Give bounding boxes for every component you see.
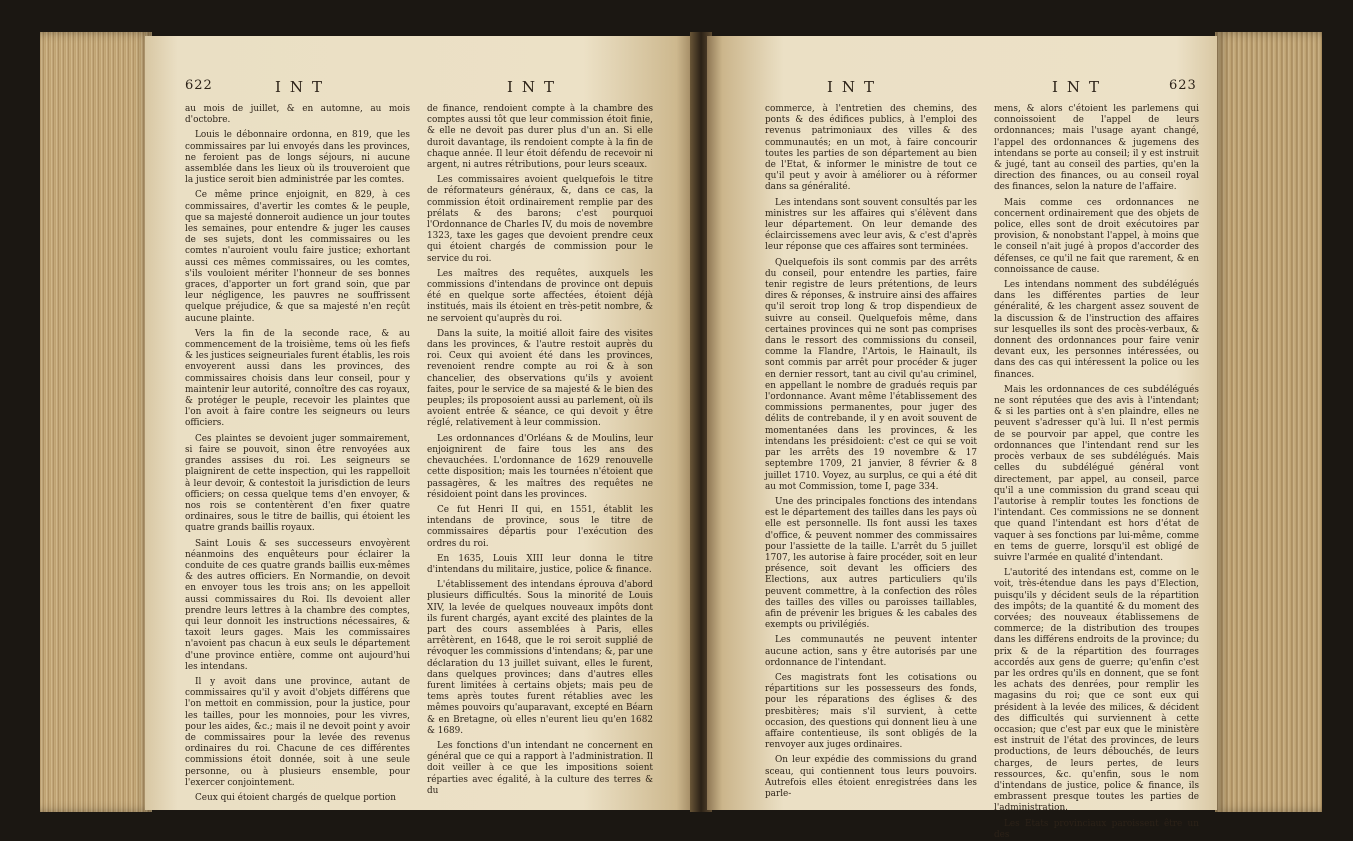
page-number: 622 <box>185 78 213 93</box>
paragraph: Une des principales fonctions des intendans est le département des tailles dans les pays où elle est personnelle. Ils font aussi les taxes d'office, & peuvent nommer des commissaires pour l'assiette de la taille. L'arrêt du 5 juillet 1707, les autorise à faire procéder, soit en leur présence, soit devant les officiers des Elections, aux autres particuliers qu'ils peuvent commettre, à la confection des rôles des tailles des villes ou paroisses taillables, afin de prévenir les brigues & les cabales des exempts ou privilégiés. <box>765 496 977 631</box>
paragraph: de finance, rendoient compte à la chambre des comptes aussi tôt que leur commission étoit finie, & elle ne devoit pas durer plus d'un an. Si elle duroit davantage, ils rendoient compte à la fin de chaque année. Il leur étoit défendu de recevoir ni argent, ni autres rétributions, pour leurs sceaux. <box>427 104 653 171</box>
paragraph: Ce même prince enjoignit, en 829, à ces commissaires, d'avertir les comtes & le peuple, que sa majesté donneroit audience un jour toutes les semaines, pour entendre & juger les causes de ses sujets, dont les commissaires ou les comtes n'auroient voulu faire justice; exhortant aussi ces mêmes commissaires, ou les comtes, s'ils vouloient mériter l'honneur de ses bonnes graces, d'apporter un fort grand soin, que par leur négligence, les pauvres ne souffrissent quelque préjudice, & que sa majesté n'en reçût aucune plainte. <box>185 190 410 324</box>
paragraph: Les Etats provinciaux paroissent être un des <box>994 818 1199 840</box>
page-edges-left <box>40 32 152 812</box>
paragraph: Saint Louis & ses successeurs envoyèrent néanmoins des enquêteurs pour éclairer la conduite de ces quatre grands baillis eux-mêmes & des autres officiers. En Normandie, on devoit en envoyer tous les trois ans; on les appelloit aussi commissaires du Roi. Ils devoient aller prendre leurs lettres à la chambre des comptes, qui leur donnoit les instructions nécessaires, & taxoit leurs gages. Mais les commissaires n'avoient pas chacun à eux seuls le département d'une province entière, comme ont aujourd'hui les intendans. <box>185 538 410 672</box>
text-column-2 <box>994 104 1199 840</box>
paragraph: Mais les ordonnances de ces subdélégués ne sont réputées que des avis à l'intendant; & si les parties ont à s'en plaindre, elles ne peuvent s'adresser qu'à lui. Il n'est permis de se pourvoir par appel, que contre les ordonnances que l'intendant rend sur les procès verbaux de ses subdélégués. Mais celles du subdélégué général vont directement, par appel, au conseil, parce qu'il a une commission du grand sceau qui l'autorise à remplir toutes les fonctions de l'intendant. Ces commissions ne se donnent que quand l'intendant est hors d'état de vaquer à ses fonctions par lui-même, comme en tems de guerre, lorsqu'il est obligé de suivre l'armée en qualité d'intendant. <box>994 384 1199 563</box>
paragraph: Dans la suite, la moitié alloit faire des visites dans les provinces, & l'autre restoit auprès du roi. Ceux qui avoient été dans les provinces, revenoient rendre compte au roi & à son chancelier, des observations qu'ils y avoient faites, pour le service de sa majesté & le bien des peuples; ils proposoient aussi au parlement, où ils avoient entrée & séance, ce qui devoit y être réglé, relativement à leur commission. <box>427 328 653 429</box>
page-number: 623 <box>1169 78 1197 93</box>
headword: INT <box>1052 78 1109 96</box>
paragraph: Il y avoit dans une province, autant de commissaires qu'il y avoit d'objets différens que l'on mettoit en commission, pour la justice, pour les tailles, pour les monnoies, pour les vivres, pour les aides, &c.; mais il ne devoit point y avoir de commissaires pour la levée des revenus ordinaires du roi. Chacune de ces différentes commissions étoit donnée, soit à une seule personne, ou à plusieurs ensemble, pour l'exercer conjointement. <box>185 676 410 788</box>
paragraph: Ceux qui étoient chargés de quelque portion <box>195 792 396 803</box>
running-head-left <box>145 78 693 100</box>
paragraph: Les ordonnances d'Orléans & de Moulins, leur enjoignirent de faire tous les ans des chevauchées. L'ordonnance de 1629 renouvelle cette disposition; mais les tournées n'étoient que passagères, & les maîtres des requêtes ne résidoient point dans les provinces. <box>427 433 653 500</box>
headword: INT <box>827 78 884 96</box>
page-edges-right <box>1215 32 1322 812</box>
open-book <box>40 22 1322 840</box>
paragraph: au mois de juillet, & en automne, au mois d'octobre. <box>185 104 410 126</box>
paragraph: Les commissaires avoient quelquefois le titre de réformateurs généraux, &, dans ce cas, la commission étoit ordinairement remplie par des prélats & des barons; c'est pourquoi l'Ordonnance de Charles IV, du mois de novembre 1323, taxe les gages que devoient prendre ceux qui étoient chargés de commission pour le service du roi. <box>427 175 653 264</box>
paragraph: mens, & alors c'étoient les parlemens qui connoissoient de l'appel de leurs ordonnances; mais l'usage ayant changé, l'appel des ordonnances & jugemens des intendans se porte au conseil; il y est instruit & jugé, tant au conseil des parties, qu'en la direction des finances, ou au conseil royal des finances, selon la nature de l'affaire. <box>994 104 1199 193</box>
paragraph: Vers la fin de la seconde race, & au commencement de la troisième, tems où les fiefs & les justices seigneuriales furent établis, les rois envoyerent aussi dans les provinces, des commissaires choisis dans leur conseil, pour y maintenir leur autorité, connoître des cas royaux, & protéger le peuple, recevoir les plaintes que l'on avoit à faire contre les seigneurs ou leurs officiers. <box>185 328 410 429</box>
paragraph: commerce, à l'entretien des chemins, des ponts & des édifices publics, à l'emploi des revenus patrimoniaux des villes & des communautés; en un mot, à faire concourir toutes les parties de son département au bien de l'Etat, & informer le ministre de tout ce qu'il peut y avoir à améliorer ou à réformer dans sa généralité. <box>765 104 977 193</box>
headword: INT <box>275 78 332 96</box>
text-column-2 <box>427 104 653 796</box>
running-head-right <box>707 78 1217 100</box>
paragraph: Les fonctions d'un intendant ne concernent en général que ce qui a rapport à l'administration. Il doit veiller à ce que les impositions soient réparties avec égalité, à la culture des terres & du <box>427 740 653 796</box>
paragraph: En 1635, Louis XIII leur donna le titre d'intendans du militaire, justice, police & finance. <box>427 553 653 575</box>
paragraph: Ce fut Henri II qui, en 1551, établit les intendans de province, sous le titre de commissaires départis pour l'exécution des ordres du roi. <box>427 504 653 549</box>
paragraph: Ces magistrats font les cotisations ou répartitions sur les possesseurs des fonds, pour les réparations des églises & des presbitères; mais s'il survient, à cette occasion, des questions qui donnent lieu à une affaire contentieuse, ils sont obligés de la renvoyer aux juges ordinaires. <box>765 672 977 751</box>
text-column-1 <box>765 104 977 799</box>
paragraph: L'établissement des intendans éprouva d'abord plusieurs difficultés. Sous la minorité de Louis XIV, la levée de quelques nouveaux impôts dont ils furent chargés, ayant excité des plaintes de la part des cours assemblées à Paris, elles arrêtèrent, en 1648, que le roi seroit supplié de révoquer les commissions d'intendans; &, par une déclaration du 13 juillet suivant, elles le furent, dans quelques provinces; dans d'autres elles furent limitées à certains objets; mais peu de tems après toutes furent rétablies avec les mêmes pouvoirs qu'auparavant, excepté en Béarn & en Bretagne, où elles n'eurent lieu qu'en 1682 & 1689. <box>427 580 653 736</box>
paragraph: Les maîtres des requêtes, auxquels les commissions d'intendans de province ont depuis été en quelque sorte affectées, étoient déjà institués, mais ils étoient en très-petit nombre, & ne servoient qu'auprès du roi. <box>427 268 653 324</box>
paragraph: L'autorité des intendans est, comme on le voit, très-étendue dans les pays d'Election, puisqu'ils y décident seuls de la répartition des impôts; de la quantité & du moment des corvées; des nouveaux établissemens de commerce; de la distribution des troupes dans les différens endroits de la province; du prix & de la répartition des fourrages accordés aux gens de guerre; qu'enfin c'est par les ordres qu'ils en donnent, que se font les achats des denrées, pour remplir les magasins du roi; que ce sont eux qui président à la levée des milices, & décident des difficultés qui surviennent à cette occasion; que c'est par eux que le ministère est instruit de l'état des provinces, de leurs productions, de leurs débouchés, de leurs charges, de leurs pertes, de leurs ressources, &c. qu'enfin, sous le nom d'intendans de justice, police & finance, ils embrassent presque toutes les parties de l'administration. <box>994 568 1199 814</box>
left-page <box>145 36 693 810</box>
paragraph: Louis le débonnaire ordonna, en 819, que les commissaires par lui envoyés dans les provinces, ne feroient pas de longs séjours, ni aucune assemblée dans les lieux où ils trouveroient que la justice seroit bien administrée par les comtes. <box>185 130 410 186</box>
text-column-1 <box>185 104 410 803</box>
headword: INT <box>507 78 564 96</box>
paragraph: Les communautés ne peuvent intenter aucune action, sans y être autorisés par une ordonnance de l'intendant. <box>765 635 977 668</box>
right-page <box>707 36 1217 840</box>
paragraph: Les intendans nomment des subdélégués dans les différentes parties de leur généralité, & les chargent assez souvent de la discussion & de l'instruction des affaires sur lesquelles ils sont des procès-verbaux, & donnent des ordonnances pour faire venir devant eux, les personnes intéressées, ou dans des cas qui intéressent la police ou les finances. <box>994 280 1199 380</box>
paragraph: Les intendans sont souvent consultés par les ministres sur les affaires qui s'élèvent dans leur département. On leur demande des éclaircissemens avec leur avis, & c'est d'après leur réponse que ces affaires sont terminées. <box>765 197 977 253</box>
paragraph: Ces plaintes se devoient juger sommairement, si faire se pouvoit, sinon être renvoyées aux grandes assises du roi. Les seigneurs se plaignirent de cette inspection, qui les rappelloit à leur devoir, & contestoit la jurisdiction de leurs officiers; on cessa quelque tems d'en envoyer, & nos rois se contentèrent d'en fixer quatre ordinaires, sous le titre de baillis, qui étoient les quatre grands baillis royaux. <box>185 433 410 534</box>
paragraph: On leur expédie des commissions du grand sceau, qui contiennent tous leurs pouvoirs. Autrefois elles étoient enregistrées dans les parle- <box>765 755 977 799</box>
paragraph: Quelquefois ils sont commis par des arrêts du conseil, pour entendre les parties, faire tenir registre de leurs prétentions, de leurs dires & réponses, & instruire ainsi des affaires qu'il seroit trop long & trop dispendieux de suivre au conseil. Quelquefois même, dans certaines provinces qui ne sont pas comprises dans le ressort des commissions du conseil, comme la Flandre, l'Artois, le Hainault, ils sont commis par arrêt pour procéder & juger en dernier ressort, tant au civil qu'au criminel, en appellant le nombre de gradués requis par l'ordonnance. Avant même l'établissement des commissions permanentes, pour juger des délits de contrebande, il y en avoit souvent de momentanées dans les provinces, & les intendans les présidoient: c'est ce qui se voit par les arrêts des 19 novembre & 17 septembre 1709, 21 janvier, 8 février & 8 juillet 1710. Voyez, au surplus, ce qui a été dit au mot Commission, tome I, page 334. <box>765 257 977 492</box>
paragraph: Mais comme ces ordonnances ne concernent ordinairement que des objets de police, elles sont de droit exécutoires par provision, & nonobstant l'appel, à moins que le conseil n'ait jugé à propos d'accorder des défenses, ce qu'il ne fait que rarement, & en connoissance de cause. <box>994 197 1199 275</box>
